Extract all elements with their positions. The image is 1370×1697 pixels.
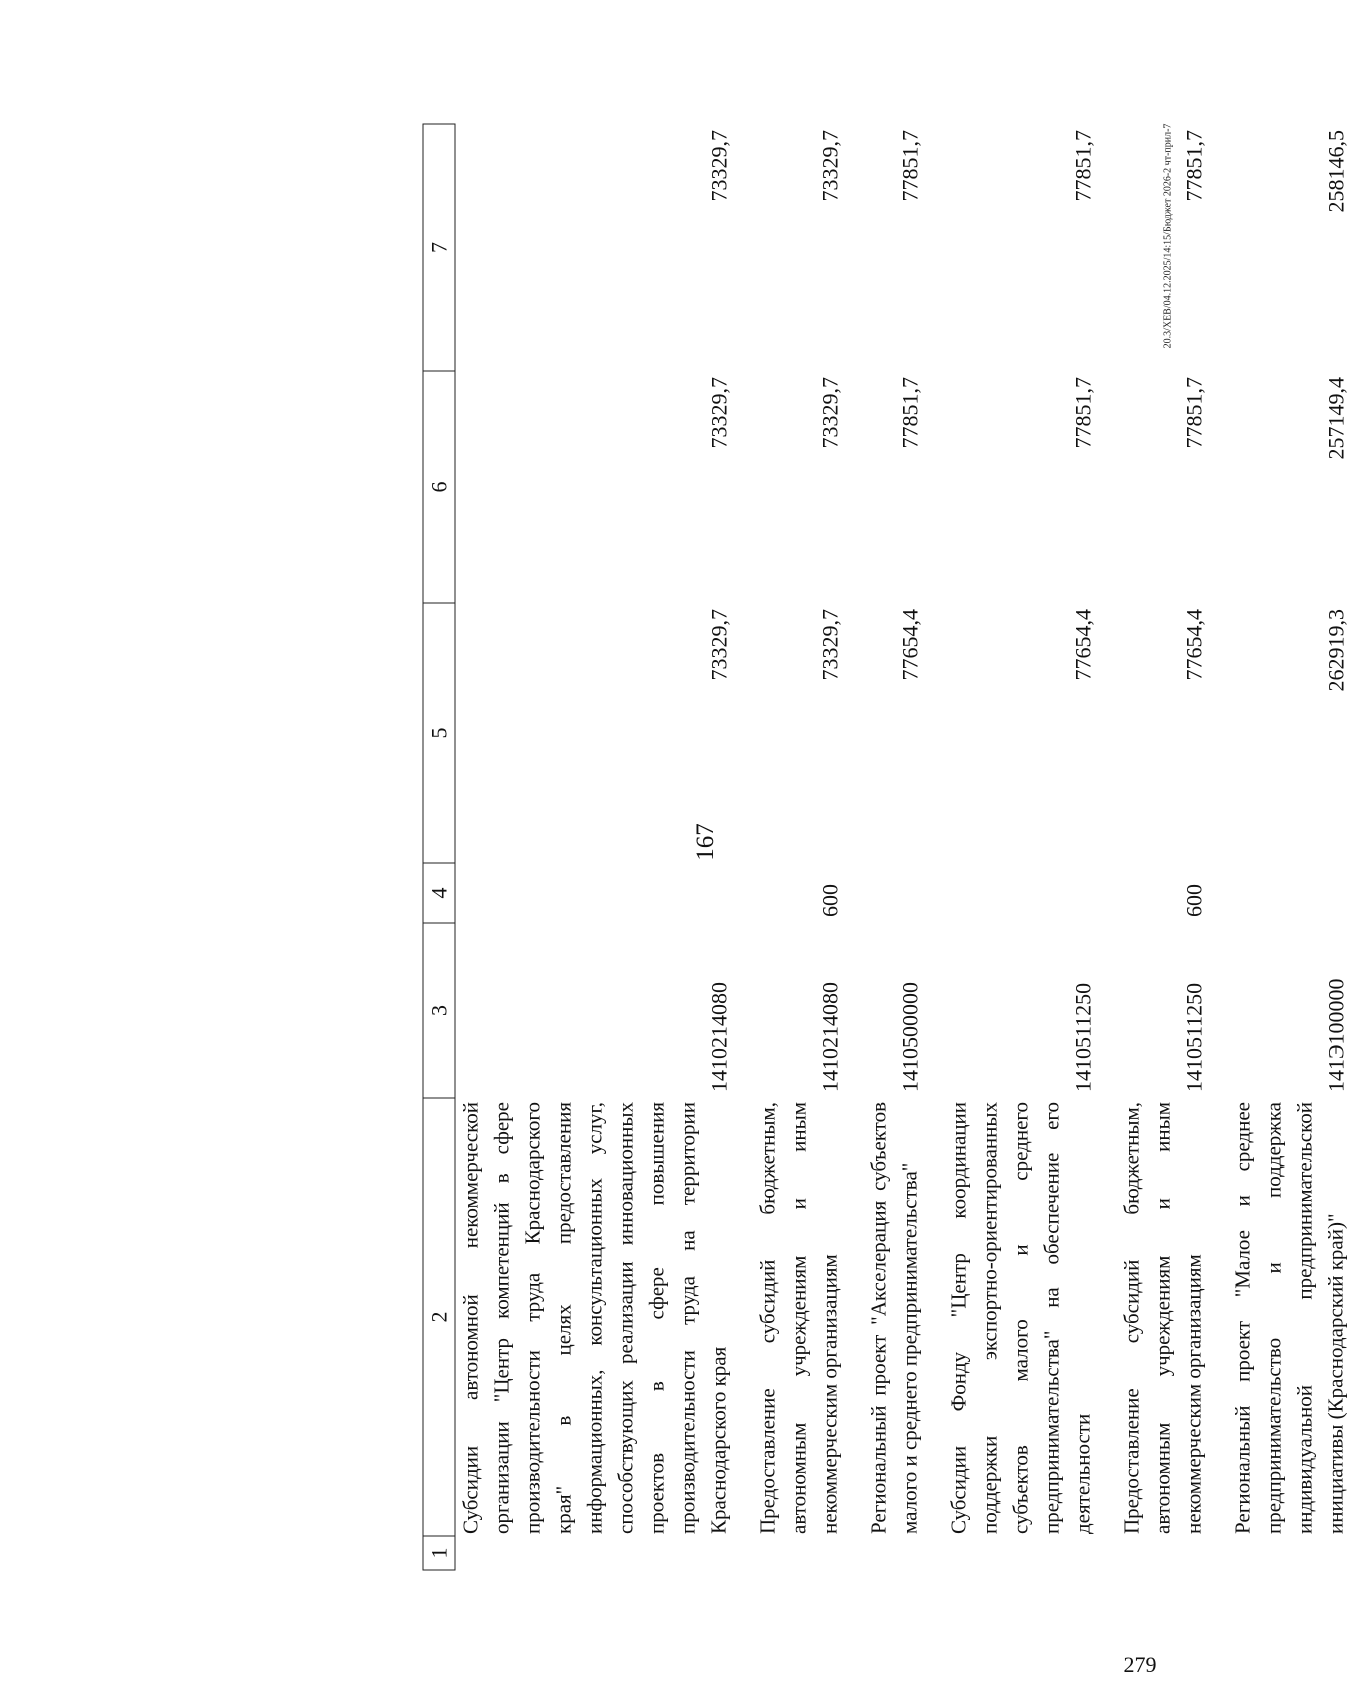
row-amount-col5: 77654,4	[897, 609, 923, 681]
row-amount-col6: 77851,7	[1181, 377, 1207, 449]
header-col-7: 7	[423, 124, 455, 371]
header-row	[423, 124, 455, 1570]
row-code: 1410214080	[706, 982, 732, 1092]
row-number-cell	[864, 1536, 944, 1570]
header-col-4: 4	[423, 863, 455, 923]
row-amount-col6: 73329,7	[817, 377, 843, 449]
row-code: 1410214080	[817, 982, 843, 1092]
row-amount-col7: 258146,5	[1323, 130, 1349, 213]
row-amount-col7: 77851,7	[1070, 130, 1096, 202]
header-col-6: 6	[423, 371, 455, 603]
budget-table-container	[423, 125, 1349, 1571]
table-row	[1228, 124, 1370, 1570]
table-row	[753, 124, 864, 1570]
footer-stamp: 20.3/ХЕВ/04.12.2025/14:15/Бюджет 2026-2 чт-прил-7	[1162, 123, 1174, 349]
row-number-cell	[455, 1536, 753, 1570]
header-col-5: 5	[423, 603, 455, 863]
row-description: Субсидии автономной некоммерческой организации "Центр компетенций в сфере производительности труда Краснодарского края" в целях предоставления информационных, консультационных услуг, способствующих реализации инновационных проектов в сфере повышения производительности труда на территории Краснодарского края	[458, 1102, 731, 1534]
budget-table	[423, 124, 1370, 1571]
row-amount-col5: 77654,4	[1181, 609, 1207, 681]
row-amount-col5: 77654,4	[1070, 609, 1096, 681]
row-amount-col6: 77851,7	[897, 377, 923, 449]
header-col-2: 2	[423, 1098, 455, 1536]
table-row	[455, 124, 753, 1570]
row-number-cell	[1228, 1536, 1370, 1570]
table-header	[423, 124, 455, 1570]
row-amount-col7: 73329,7	[706, 130, 732, 202]
row-amount-col7: 73329,7	[817, 130, 843, 202]
row-number-cell	[944, 1536, 1117, 1570]
row-amount-col7: 77851,7	[1181, 130, 1207, 202]
row-description: Региональный проект "Малое и среднее предпринимательство и поддержка индивидуальной предпринимательской инициативы (Краснодарский край)"	[1230, 1102, 1348, 1534]
row-expense-type	[944, 863, 1117, 923]
row-expense-type	[864, 863, 944, 923]
row-expense-type	[1228, 863, 1370, 923]
row-description: Предоставление субсидий бюджетным, автономным учреждениям и иным некоммерческим организациям	[755, 1102, 842, 1534]
row-code: 1410511250	[1070, 982, 1096, 1092]
header-col-3: 3	[423, 923, 455, 1098]
table-row	[944, 124, 1117, 1570]
table-row	[864, 124, 944, 1570]
row-code: 1410500000	[897, 982, 923, 1092]
table-body	[455, 124, 1370, 1570]
header-col-1: 1	[423, 1536, 455, 1570]
row-amount-col7: 77851,7	[897, 130, 923, 202]
row-description: Предоставление субсидий бюджетным, автономным учреждениям и иным некоммерческим организациям	[1119, 1102, 1206, 1534]
row-number-cell	[753, 1536, 864, 1570]
page-number: 167	[692, 823, 719, 861]
row-amount-col5: 73329,7	[817, 609, 843, 681]
row-amount-col6: 257149,4	[1323, 377, 1349, 460]
sheet-number: 279	[1123, 1652, 1157, 1677]
row-amount-col5: 262919,3	[1323, 609, 1349, 692]
row-amount-col6: 73329,7	[706, 377, 732, 449]
row-description: Субсидии Фонду "Центр координации поддержки экспортно-ориентированных субъектов малого и среднего предпринимательства" на обеспечение его деятельности	[946, 1102, 1095, 1534]
row-expense-type: 600	[1181, 884, 1207, 917]
row-expense-type: 600	[817, 884, 843, 917]
row-code: 1410511250	[1181, 982, 1207, 1092]
row-code: 141Э100000	[1323, 978, 1349, 1092]
row-expense-type	[455, 863, 753, 923]
row-amount-col5: 73329,7	[706, 609, 732, 681]
row-description: Региональный проект "Акселерация субъектов малого и среднего предпринимательства"	[866, 1102, 922, 1534]
row-amount-col6: 77851,7	[1070, 377, 1096, 449]
row-number-cell	[1117, 1536, 1228, 1570]
